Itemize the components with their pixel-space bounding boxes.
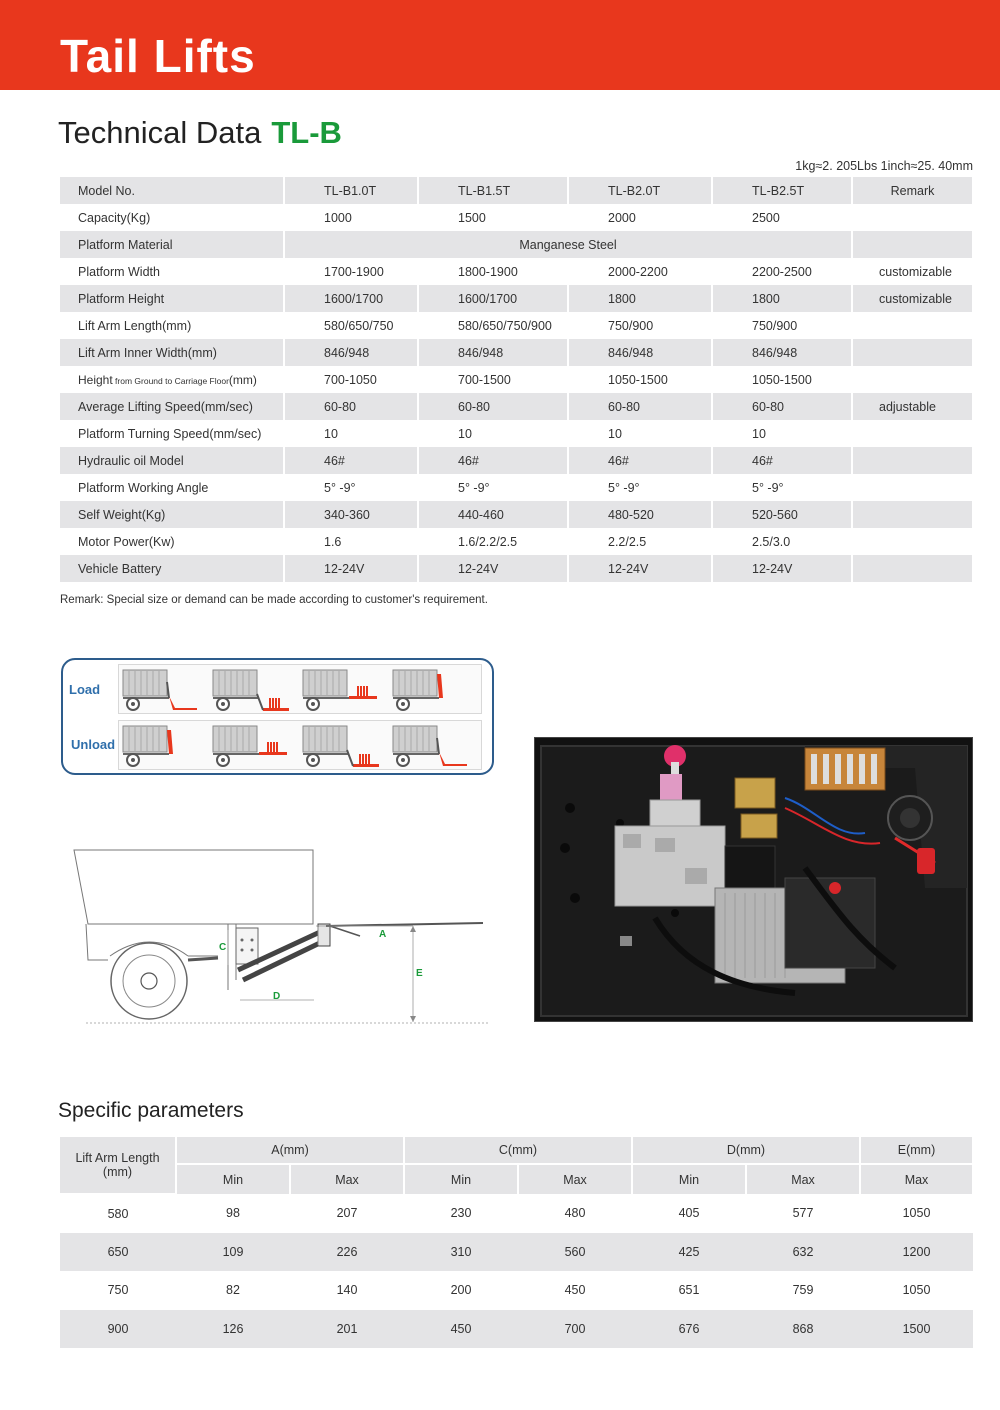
header-tl-b2-0t: TL-B2.0T: [568, 177, 712, 204]
cell-value: 12-24V: [284, 555, 418, 582]
cell-value: 10: [418, 420, 568, 447]
header-model-no: Model No.: [60, 177, 284, 204]
row-label: Average Lifting Speed(mm/sec): [60, 393, 284, 420]
table-row: [60, 501, 973, 528]
cell-merged-material: Manganese Steel: [284, 231, 852, 258]
cell-value: 5° -9°: [712, 474, 852, 501]
diagram-label-e: E: [416, 968, 423, 979]
cell-value: 846/948: [712, 339, 852, 366]
cell-value: 2200-2500: [712, 258, 852, 285]
section-title: [58, 113, 342, 153]
row-label-height: [60, 366, 284, 393]
cell-value: 480-520: [568, 501, 712, 528]
truck-tail-lift-icon: [301, 668, 387, 712]
c-max-header: Max: [518, 1164, 632, 1194]
unload-label: Unload: [71, 737, 116, 752]
group-d-header: D(mm): [632, 1137, 860, 1164]
table-row: [60, 339, 973, 366]
group-a-header: A(mm): [176, 1137, 404, 1164]
cell-value: 1200: [860, 1233, 973, 1272]
cell-value: 5° -9°: [418, 474, 568, 501]
load-label: Load: [69, 682, 101, 697]
truck-tail-lift-icon: [391, 724, 477, 768]
header-remark: Remark: [852, 177, 973, 204]
table-row: [60, 312, 973, 339]
page-title: Tail Lifts: [60, 30, 256, 82]
cell-value: 846/948: [568, 339, 712, 366]
cell-remark: [852, 528, 973, 555]
cell-value: 10: [284, 420, 418, 447]
cell-value: 2.5/3.0: [712, 528, 852, 555]
row-label: Platform Width: [60, 258, 284, 285]
cell-value: 60-80: [712, 393, 852, 420]
cell-value: 1600/1700: [418, 285, 568, 312]
cell-value: 450: [564, 1283, 586, 1298]
diagram-label-d: D: [273, 991, 281, 1002]
table-row: [60, 231, 973, 258]
hydraulic-power-unit-photo: [534, 737, 973, 1022]
table-row: [60, 285, 973, 312]
row-label: Platform Turning Speed(mm/sec): [60, 420, 284, 447]
cell-value: 560: [518, 1233, 632, 1272]
cell-value: 520-560: [712, 501, 852, 528]
cell-value: 5° -9°: [568, 474, 712, 501]
row-label: Platform Height: [60, 285, 284, 312]
load-sequence-row: [118, 664, 482, 714]
cell-value: 1.6/2.2/2.5: [418, 528, 568, 555]
cell-value: 201: [290, 1310, 404, 1349]
table-header-row: [60, 177, 973, 204]
cell-value: 1000: [284, 204, 418, 231]
unit-conversion-note: 1kg≈2. 205Lbs 1inch≈25. 40mm: [795, 159, 973, 173]
cell-value: 577: [792, 1206, 814, 1221]
cell-value: 405: [678, 1206, 700, 1221]
cell-remark: customizable: [852, 258, 973, 285]
truck-tail-lift-icon: [391, 668, 477, 712]
cell-remark: [852, 501, 973, 528]
section-title-text: Technical Data: [58, 115, 262, 150]
cell-remark: customizable: [852, 285, 973, 312]
table-row: [60, 1310, 973, 1349]
cell-remark: [852, 339, 973, 366]
cell-value: 109: [176, 1233, 290, 1272]
cell-value: 759: [792, 1283, 814, 1298]
cell-value: 1800-1900: [418, 258, 568, 285]
cell-value: 60-80: [568, 393, 712, 420]
cell-value: 425: [632, 1233, 746, 1272]
cell-value: 700-1500: [418, 366, 568, 393]
cell-value: 1800: [712, 285, 852, 312]
cell-remark: [852, 366, 973, 393]
a-min-header: Min: [176, 1164, 290, 1194]
d-max-header: Max: [746, 1164, 860, 1194]
table-row: [60, 366, 973, 393]
truck-tail-lift-icon: [301, 724, 387, 768]
cell-value: 140: [336, 1283, 358, 1298]
cell-value: 580/650/750/900: [418, 312, 568, 339]
cell-value: 868: [746, 1310, 860, 1349]
cell-value: 12-24V: [418, 555, 568, 582]
table-row: [60, 258, 973, 285]
specific-parameters-table: [60, 1137, 974, 1348]
corner-line-1: Lift Arm Length: [75, 1151, 160, 1165]
corner-line-2: (mm): [102, 1165, 133, 1179]
row-label: Self Weight(Kg): [60, 501, 284, 528]
cell-arm-length: 580: [107, 1206, 129, 1221]
cell-value: 580/650/750: [284, 312, 418, 339]
cell-remark: [852, 204, 973, 231]
d-min-header: Min: [632, 1164, 746, 1194]
cell-value: 1500: [418, 204, 568, 231]
cell-value: 2000: [568, 204, 712, 231]
table-row: [60, 420, 973, 447]
group-e-header: E(mm): [860, 1137, 973, 1164]
cell-value: 846/948: [418, 339, 568, 366]
remark-note: Remark: Special size or demand can be made according to customer's requirement.: [60, 594, 488, 606]
diagram-label-a: A: [379, 929, 387, 940]
cell-value: 1700-1900: [284, 258, 418, 285]
table-row: [60, 1233, 973, 1272]
row-label: Hydraulic oil Model: [60, 447, 284, 474]
cell-value: 676: [632, 1310, 746, 1349]
cell-remark: [852, 420, 973, 447]
table-row: [60, 447, 973, 474]
cell-value: 60-80: [284, 393, 418, 420]
cell-remark: adjustable: [852, 393, 973, 420]
cell-value: 2.2/2.5: [568, 528, 712, 555]
cell-value: 651: [678, 1283, 700, 1298]
cell-value: 750/900: [712, 312, 852, 339]
cell-value: 700-1050: [284, 366, 418, 393]
cell-arm-length: 650: [60, 1233, 176, 1272]
cell-value: 310: [404, 1233, 518, 1272]
row-label: Lift Arm Inner Width(mm): [60, 339, 284, 366]
diagram-label-c: C: [219, 942, 227, 953]
cell-value: 1050: [902, 1283, 931, 1298]
row-label: Platform Material: [60, 231, 284, 258]
header-tl-b2-5t: TL-B2.5T: [712, 177, 852, 204]
e-max-header: Max: [860, 1164, 973, 1194]
cell-value: 46#: [284, 447, 418, 474]
row-label-main: Height: [78, 372, 113, 387]
header-tl-b1-0t: TL-B1.0T: [284, 177, 418, 204]
truck-tail-lift-icon: [121, 724, 207, 768]
load-unload-panel: [61, 658, 494, 775]
c-min-header: Min: [404, 1164, 518, 1194]
cell-value: 60-80: [418, 393, 568, 420]
cell-value: 46#: [712, 447, 852, 474]
cell-value: 226: [290, 1233, 404, 1272]
table-row: [60, 393, 973, 420]
power-unit-illustration: [535, 738, 973, 1022]
cell-value: 1050-1500: [712, 366, 852, 393]
truck-tail-lift-icon: [121, 668, 207, 712]
cell-value: 1050: [902, 1206, 931, 1221]
header-banner: [0, 0, 1000, 90]
cell-remark: [852, 474, 973, 501]
table-row: [60, 1194, 973, 1233]
cell-value: 126: [176, 1310, 290, 1349]
cell-value: 82: [226, 1283, 240, 1298]
row-label: Motor Power(Kw): [60, 528, 284, 555]
tail-lift-dimension-diagram: [68, 840, 493, 1030]
cell-value: 2500: [712, 204, 852, 231]
specific-parameters-title: Specific parameters: [58, 1099, 244, 1122]
table-row: [60, 1271, 973, 1310]
cell-value: 750/900: [568, 312, 712, 339]
table-row: [60, 204, 973, 231]
cell-value: 12-24V: [568, 555, 712, 582]
cell-arm-length: 750: [107, 1283, 129, 1298]
cell-value: 46#: [418, 447, 568, 474]
cell-remark: [852, 231, 973, 258]
cell-value: 12-24V: [712, 555, 852, 582]
cell-value: 1800: [568, 285, 712, 312]
cell-value: 10: [568, 420, 712, 447]
table-row: [60, 474, 973, 501]
spec-header-row-groups: [60, 1137, 973, 1164]
cell-remark: [852, 447, 973, 474]
model-code: TL-B: [271, 115, 342, 150]
table-row: [60, 555, 973, 582]
cell-value: 230: [450, 1206, 472, 1221]
cell-value: 632: [746, 1233, 860, 1272]
cell-value: 450: [404, 1310, 518, 1349]
cell-value: 207: [336, 1206, 358, 1221]
truck-tail-lift-icon: [211, 724, 297, 768]
spec-header-row-minmax: [60, 1164, 973, 1194]
cell-value: 10: [712, 420, 852, 447]
row-label: Lift Arm Length(mm): [60, 312, 284, 339]
cell-value: 46#: [568, 447, 712, 474]
cell-value: 340-360: [284, 501, 418, 528]
cell-value: 1600/1700: [284, 285, 418, 312]
cell-value: 1050-1500: [568, 366, 712, 393]
cell-value: 846/948: [284, 339, 418, 366]
cell-value: 1500: [860, 1310, 973, 1349]
row-label: Platform Working Angle: [60, 474, 284, 501]
row-label: Vehicle Battery: [60, 555, 284, 582]
row-label: Capacity(Kg): [60, 204, 284, 231]
header-tl-b1-5t: TL-B1.5T: [418, 177, 568, 204]
cell-value: 98: [226, 1206, 240, 1221]
group-c-header: C(mm): [404, 1137, 632, 1164]
a-max-header: Max: [290, 1164, 404, 1194]
cell-remark: [852, 312, 973, 339]
cell-arm-length: 900: [60, 1310, 176, 1349]
cell-value: 2000-2200: [568, 258, 712, 285]
cell-value: 200: [450, 1283, 472, 1298]
cell-value: 1.6: [284, 528, 418, 555]
cell-remark: [852, 555, 973, 582]
row-label-small: from Ground to Carriage Floor: [112, 375, 229, 386]
unload-sequence-row: [118, 720, 482, 770]
table-row: [60, 528, 973, 555]
cell-value: 480: [564, 1206, 586, 1221]
cell-value: 700: [518, 1310, 632, 1349]
spec-corner-header: [60, 1137, 176, 1194]
truck-tail-lift-icon: [211, 668, 297, 712]
cell-value: 5° -9°: [284, 474, 418, 501]
row-label-unit: (mm): [228, 372, 257, 387]
cell-value: 440-460: [418, 501, 568, 528]
technical-data-table: [60, 177, 974, 582]
